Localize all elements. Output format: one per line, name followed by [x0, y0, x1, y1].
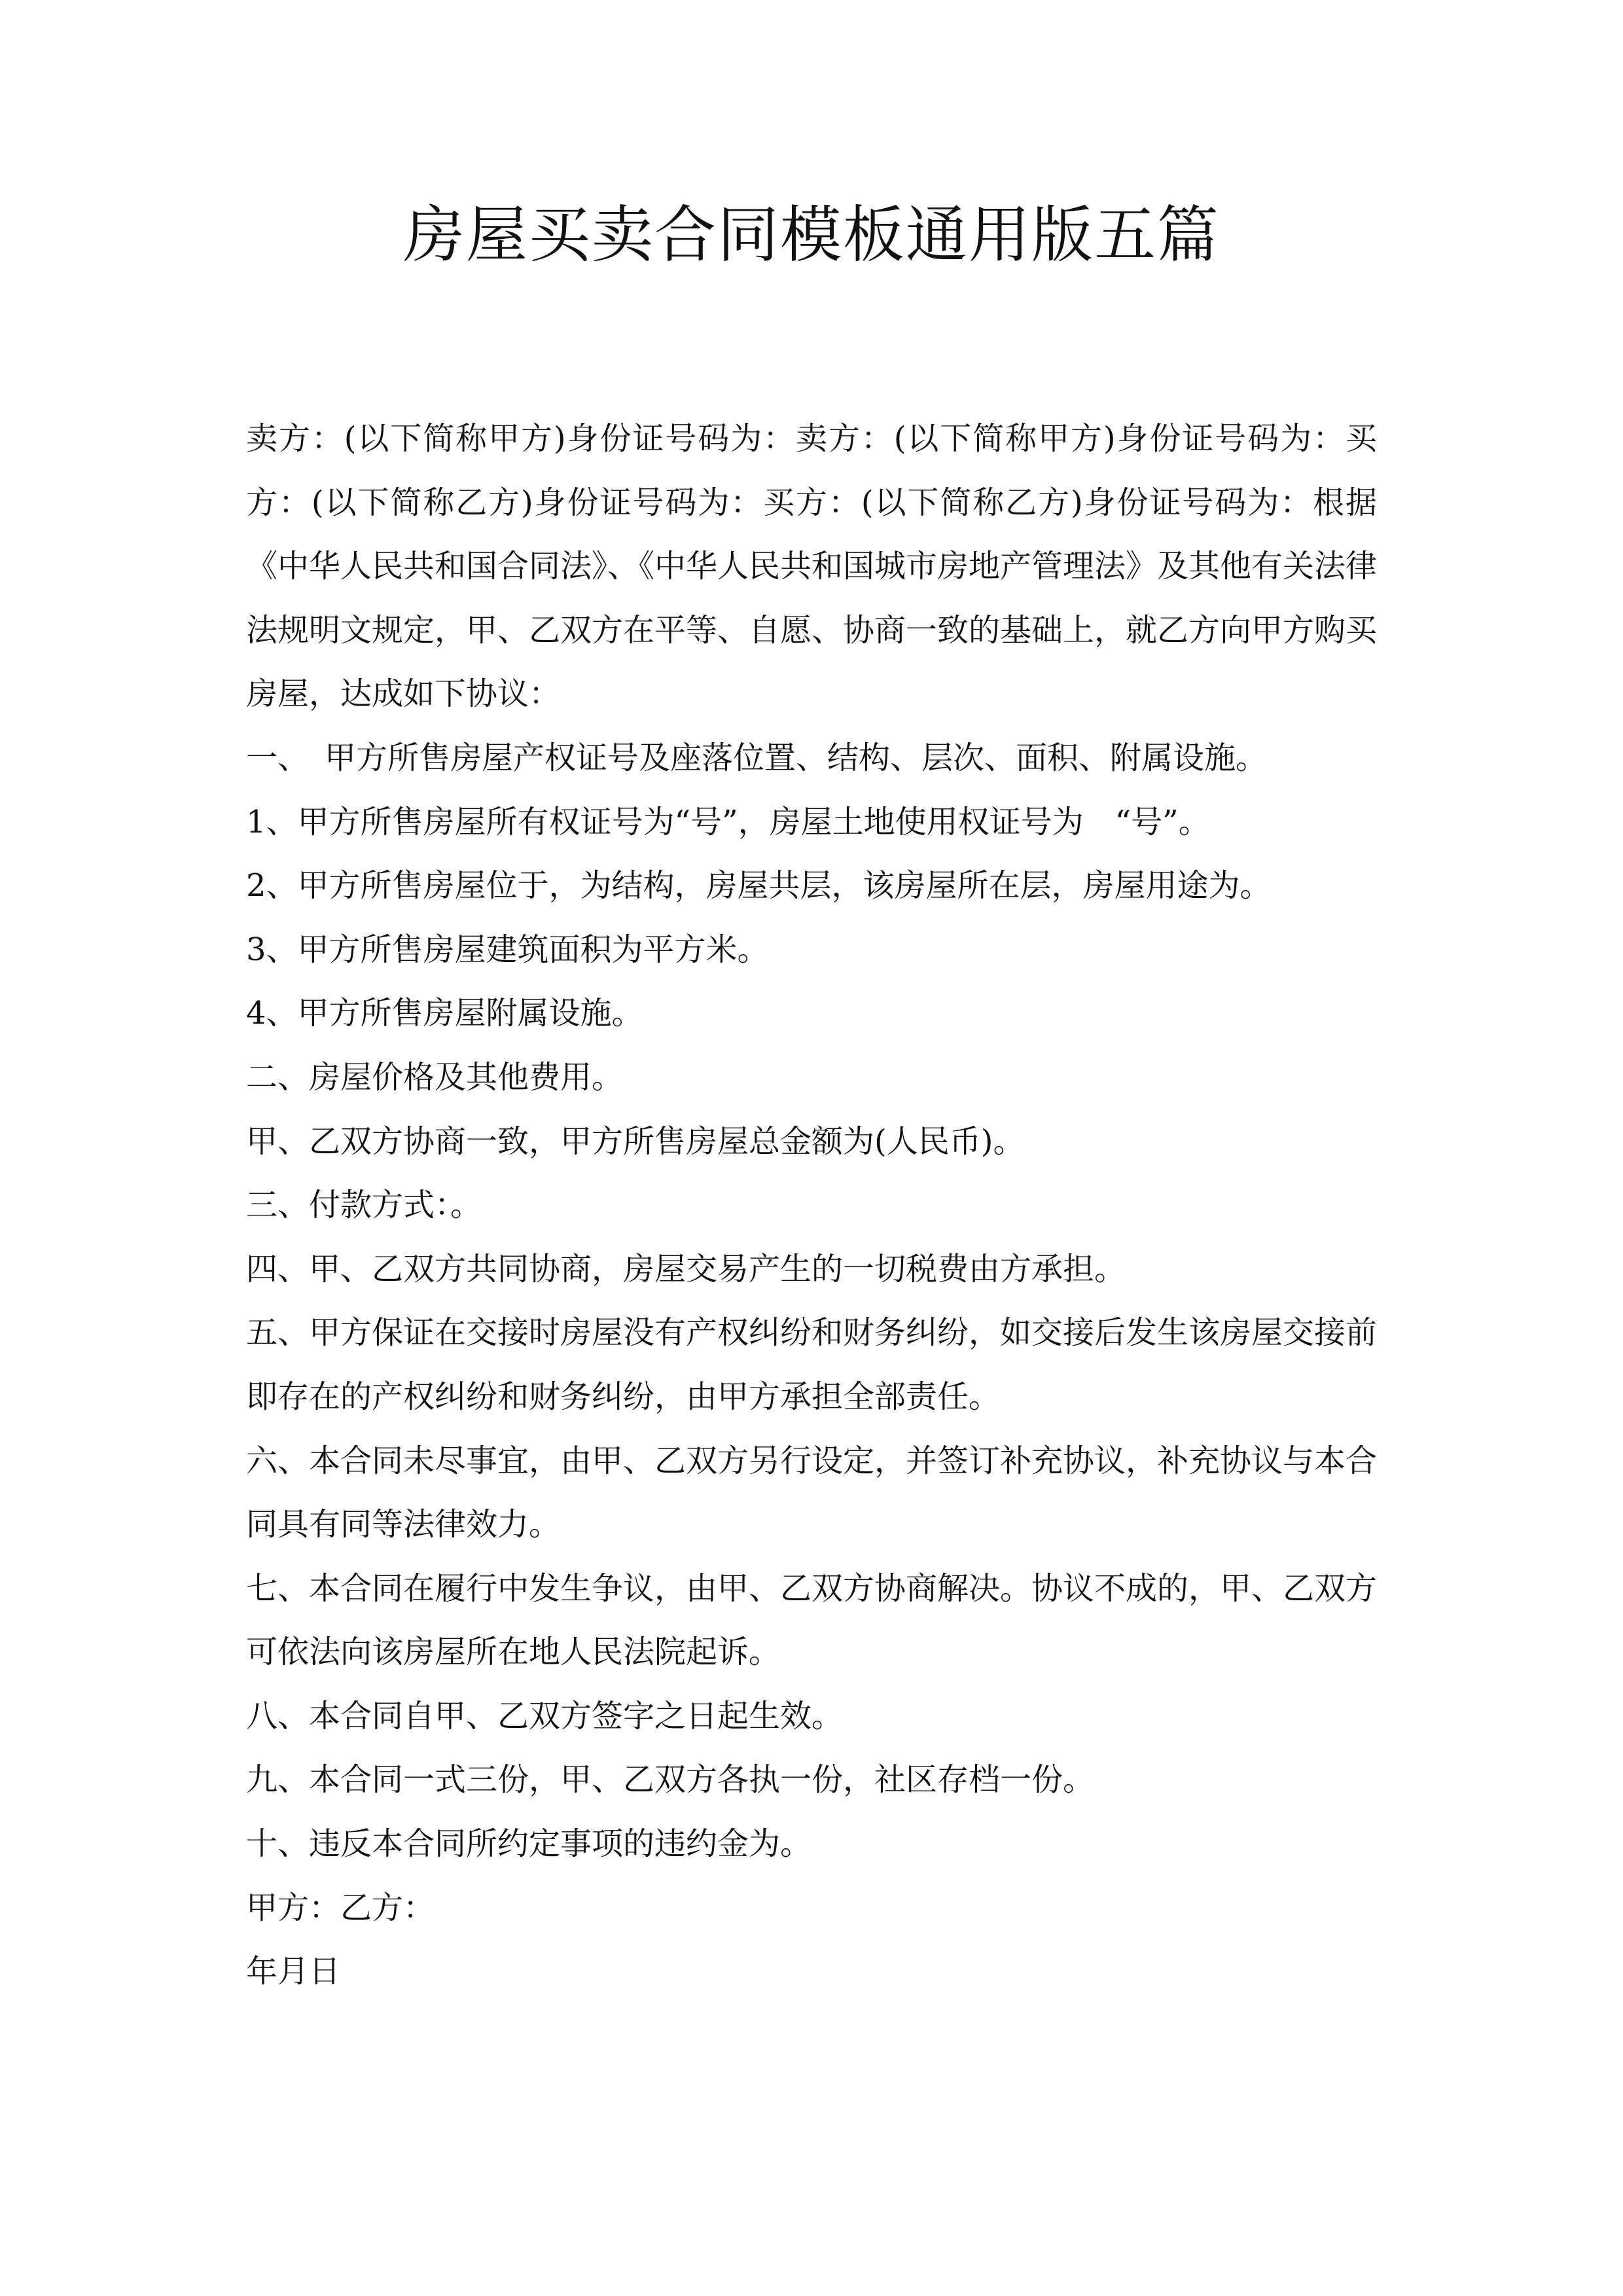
paragraph-clause-1-3: 3、甲方所售房屋建筑面积为平方米。 [246, 931, 769, 968]
date-line: 年月日 [246, 1953, 341, 1990]
paragraph-clause-1-4: 4、甲方所售房屋附属设施。 [246, 995, 643, 1032]
paragraph-preamble: 卖方：(以下简称甲方)身份证号码为：卖方：(以下简称甲方)身份证号码为：买方：(以下简称乙方)身份证号码为：买方：(以下简称乙方)身份证号码为：根据《中华人民共和国合同法》、《中华人民共和国城市房地产管理法》及其他有关法律法规明文规定，甲、乙双方在平等、自愿、协商一致的基础上，就乙方向甲方购买房屋，达成如下协议： [246, 420, 1378, 713]
paragraph-clause-4: 四、甲、乙双方共同协商，房屋交易产生的一切税费由方承担。 [246, 1250, 1126, 1287]
paragraph-clause-8: 八、本合同自甲、乙双方签字之日起生效。 [246, 1697, 844, 1734]
paragraph-clause-7: 七、本合同在履行中发生争议，由甲、乙双方协商解决。协议不成的，甲、乙双方可依法向该房屋所在地人民法院起诉。 [246, 1570, 1378, 1671]
paragraph-clause-5: 五、甲方保证在交接时房屋没有产权纠纷和财务纠纷，如交接后发生该房屋交接前即存在的产权纠纷和财务纠纷，由甲方承担全部责任。 [246, 1314, 1378, 1415]
paragraph-clause-9: 九、本合同一式三份，甲、乙双方各执一份，社区存档一份。 [246, 1761, 1095, 1799]
paragraph-clause-1-2: 2、甲方所售房屋位于，为结构，房屋共层，该房屋所在层，房屋用途为。 [246, 867, 1272, 905]
paragraph-price: 甲、乙双方协商一致，甲方所售房屋总金额为(人民币)。 [246, 1122, 1025, 1160]
paragraph-clause-10: 十、违反本合同所约定事项的违约金为。 [246, 1825, 812, 1863]
document-title: 房屋买卖合同模板通用版五篇 [402, 200, 1220, 271]
paragraph-clause-1-1: 1、甲方所售房屋所有权证号为“号”，房屋土地使用权证号为 “号”。 [246, 803, 1210, 840]
document-body [246, 407, 1377, 2004]
paragraph-clause-3: 三、付款方式：。 [246, 1187, 482, 1224]
paragraph-clause-2: 二、房屋价格及其他费用。 [246, 1058, 624, 1096]
paragraph-clause-1: 一、 甲方所售房屋产权证号及座落位置、结构、层次、面积、附属设施。 [246, 739, 1268, 776]
signature-line: 甲方：乙方： [246, 1889, 435, 1926]
paragraph-clause-6: 六、本合同未尽事宜，由甲、乙双方另行设定，并签订补充协议，补充协议与本合同具有同等法律效力。 [246, 1442, 1378, 1543]
